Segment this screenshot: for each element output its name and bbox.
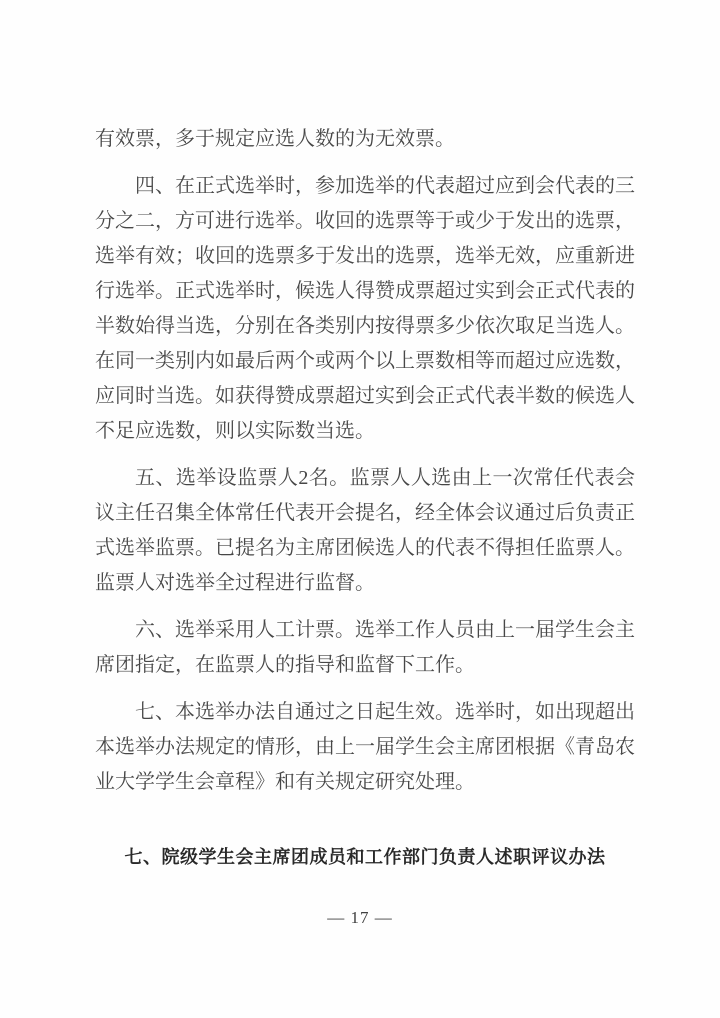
page-number: — 17 — [327,908,393,927]
body-paragraph-item-7: 七、本选举办法自通过之日起生效。选举时，如出现超出本选举办法规定的情形，由上一届学生会主席团根据《青岛农业大学学生会章程》和有关规定研究处理。 [95,701,635,793]
body-paragraph-item-4: 四、在正式选举时，参加选举的代表超过应到会代表的三分之二，方可进行选举。收回的选票等于或少于发出的选票，选举有效；收回的选票多于发出的选票，选举无效，应重新进行选举。正式选举时，候选人得赞成票超过实到会正式代表的半数始得当选，分别在各类别内按得票多少依次取足当选人。在同一类别内如最后两个或两个以上票数相等而超过应选数，应同时当选。如获得赞成票超过实到会正式代表半数的候选人不足应选数，则以实际数当选。 [95,175,635,442]
body-paragraph-item-6: 六、选举采用人工计票。选举工作人员由上一届学生会主席团指定，在监票人的指导和监督下工作。 [95,619,635,676]
section-heading: 七、院级学生会主席团成员和工作部门负责人述职评议办法 [124,847,606,867]
body-paragraph-item-5: 五、选举设监票人2名。监票人人选由上一次常任代表会议主任召集全体常任代表开会提名，经全体会议通过后负责正式选举监票。已提名为主席团候选人的代表不得担任监票人。监票人对选举全过程进行监督。 [95,467,635,594]
body-paragraph-continuation: 有效票，多于规定应选人数的为无效票。 [95,128,455,150]
document-body [95,122,635,872]
